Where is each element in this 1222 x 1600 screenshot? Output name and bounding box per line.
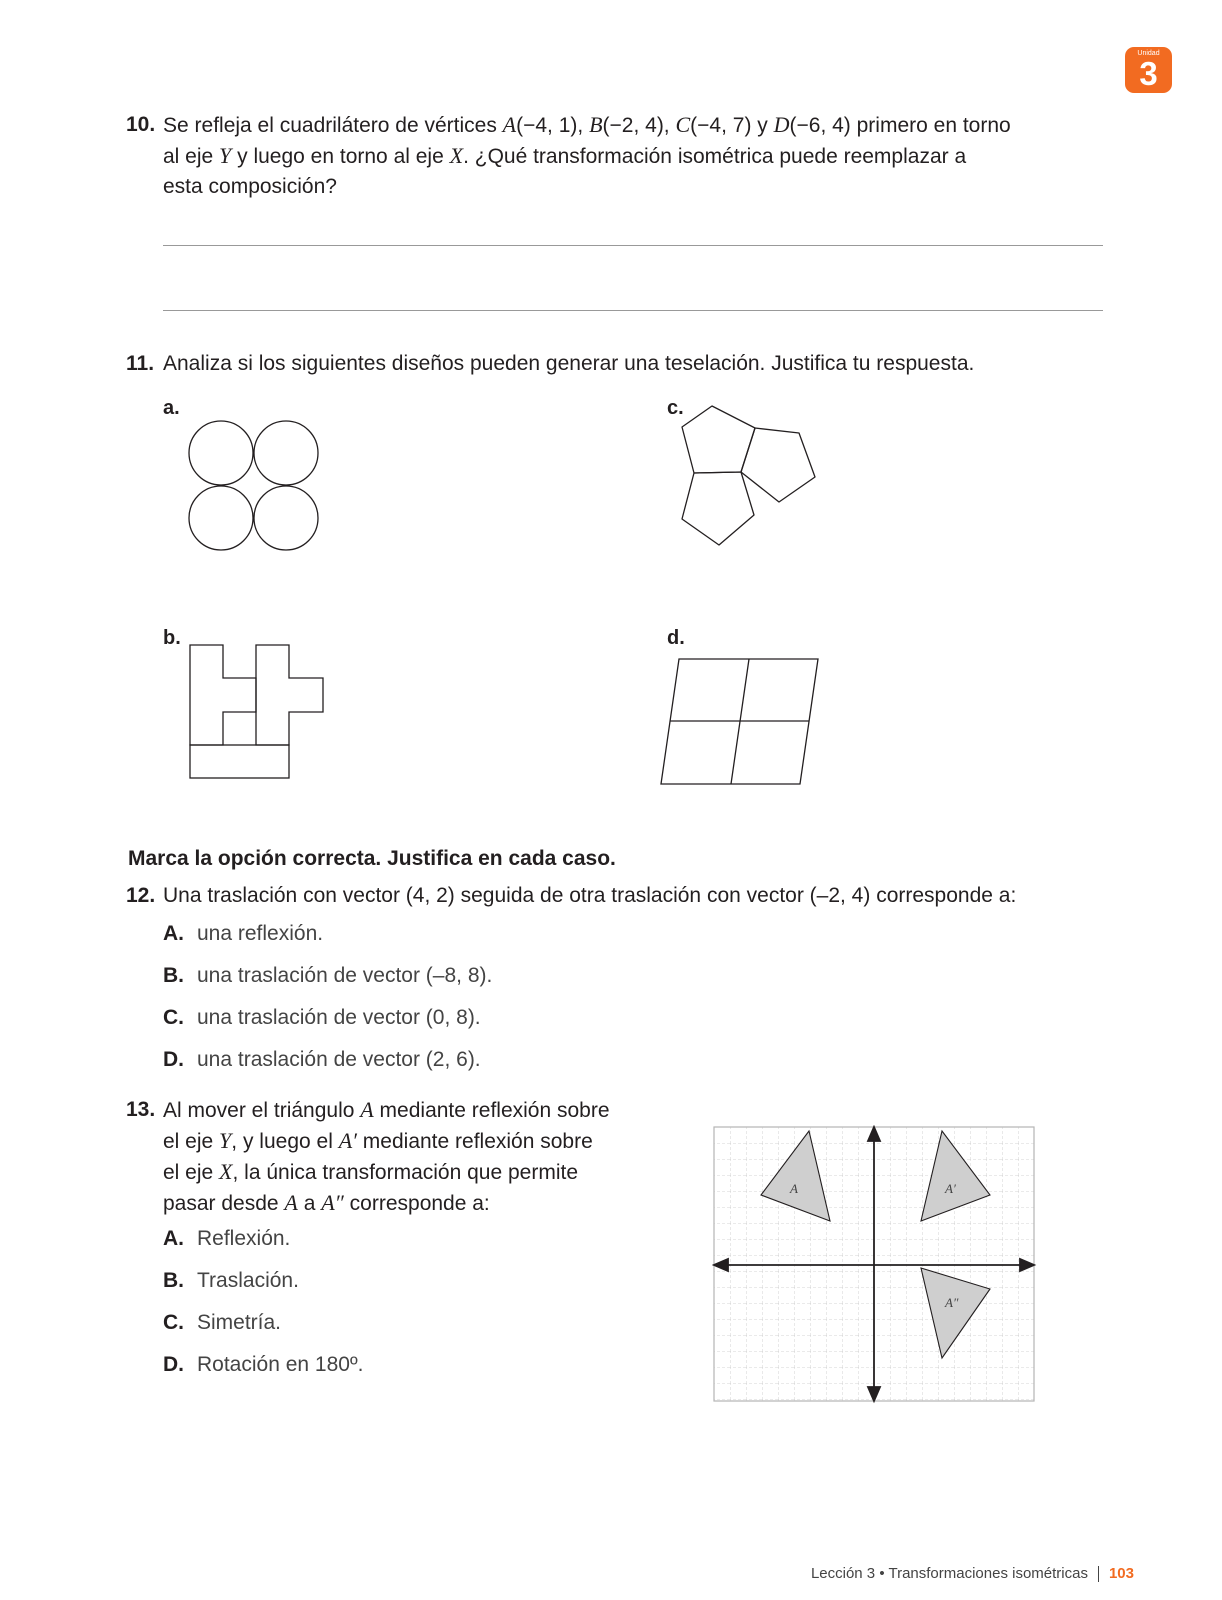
q11-number: 11. bbox=[126, 352, 155, 375]
design-d-parallelograms bbox=[660, 655, 830, 790]
q10-line-2: al eje Y y luego en torno al eje X. ¿Qué transformación isométrica puede reemplazar a bbox=[163, 143, 967, 168]
circle-shape bbox=[254, 421, 318, 485]
circle-shape bbox=[189, 421, 253, 485]
q10-number: 10. bbox=[126, 113, 156, 136]
q12-option-a[interactable]: A. una reflexión. bbox=[163, 922, 324, 945]
q13-number: 13. bbox=[126, 1098, 156, 1121]
circle-shape bbox=[189, 486, 253, 550]
piece-shape bbox=[256, 645, 323, 745]
q13-option-a[interactable]: A. Reflexión. bbox=[163, 1227, 291, 1250]
q13-option-c[interactable]: C. Simetría. bbox=[163, 1311, 282, 1334]
q13-line-1: Al mover el triángulo A mediante reflexión sobre bbox=[163, 1097, 610, 1122]
label-a-prime: A′ bbox=[945, 1181, 956, 1196]
reflection-graph bbox=[712, 1125, 1042, 1405]
page-footer bbox=[811, 1565, 1134, 1582]
answer-line-2[interactable] bbox=[163, 310, 1103, 311]
page-number: 103 bbox=[1108, 1565, 1134, 1582]
label-a: A bbox=[790, 1181, 798, 1196]
unit-badge bbox=[1125, 47, 1172, 93]
q10-text bbox=[163, 110, 1123, 202]
q12-text: Una traslación con vector (4, 2) seguida de otra traslación con vector (–2, 4) corresponde a: bbox=[163, 884, 1017, 907]
design-c-label: c. bbox=[667, 397, 684, 419]
design-a-label: a. bbox=[163, 397, 180, 419]
answer-line-1[interactable] bbox=[163, 245, 1103, 246]
q13-line-4: pasar desde A a A″ corresponde a: bbox=[163, 1190, 490, 1215]
q11-text: Analiza si los siguientes diseños pueden generar una teselación. Justifica tu respuesta. bbox=[163, 352, 975, 375]
design-b-pieces bbox=[185, 640, 335, 785]
unit-badge-label: Unidad bbox=[1137, 50, 1160, 57]
footer-lesson: Lección 3 • Transformaciones isométricas bbox=[810, 1565, 1088, 1582]
instruction: Marca la opción correcta. Justifica en cada caso. bbox=[128, 847, 616, 870]
design-c-pentagons bbox=[670, 400, 830, 560]
piece-shape bbox=[190, 645, 256, 745]
pentagon-shape bbox=[741, 428, 815, 502]
label-a-double-prime: A″ bbox=[945, 1295, 959, 1310]
design-b-label: b. bbox=[163, 627, 181, 649]
q13-option-b[interactable]: B. Traslación. bbox=[163, 1269, 299, 1292]
q13-line-2: el eje Y, y luego el A′ mediante reflexión sobre bbox=[163, 1128, 593, 1153]
q12-option-c[interactable]: C. una traslación de vector (0, 8). bbox=[163, 1006, 481, 1029]
piece-shape bbox=[190, 745, 289, 778]
pentagon-shape bbox=[682, 472, 754, 545]
footer-divider bbox=[1098, 1566, 1099, 1582]
q13-line-3: el eje X, la única transformación que permite bbox=[163, 1159, 579, 1184]
q13-text bbox=[163, 1095, 683, 1219]
q12-option-b[interactable]: B. una traslación de vector (–8, 8). bbox=[163, 964, 493, 987]
q12-option-d[interactable]: D. una traslación de vector (2, 6). bbox=[163, 1048, 481, 1071]
design-d-label: d. bbox=[667, 627, 685, 649]
q10-line-1: Se refleja el cuadrilátero de vértices A(−4, 1), B(−2, 4), C(−4, 7) y D(−6, 4) primero en torno bbox=[163, 112, 1011, 137]
circle-shape bbox=[254, 486, 318, 550]
q10-line-3: esta composición? bbox=[163, 175, 337, 198]
q13-option-d[interactable]: D. Rotación en 180º. bbox=[163, 1353, 364, 1376]
design-a-circles bbox=[180, 415, 330, 555]
q12-number: 12. bbox=[126, 884, 156, 907]
unit-badge-number: 3 bbox=[1139, 55, 1158, 92]
